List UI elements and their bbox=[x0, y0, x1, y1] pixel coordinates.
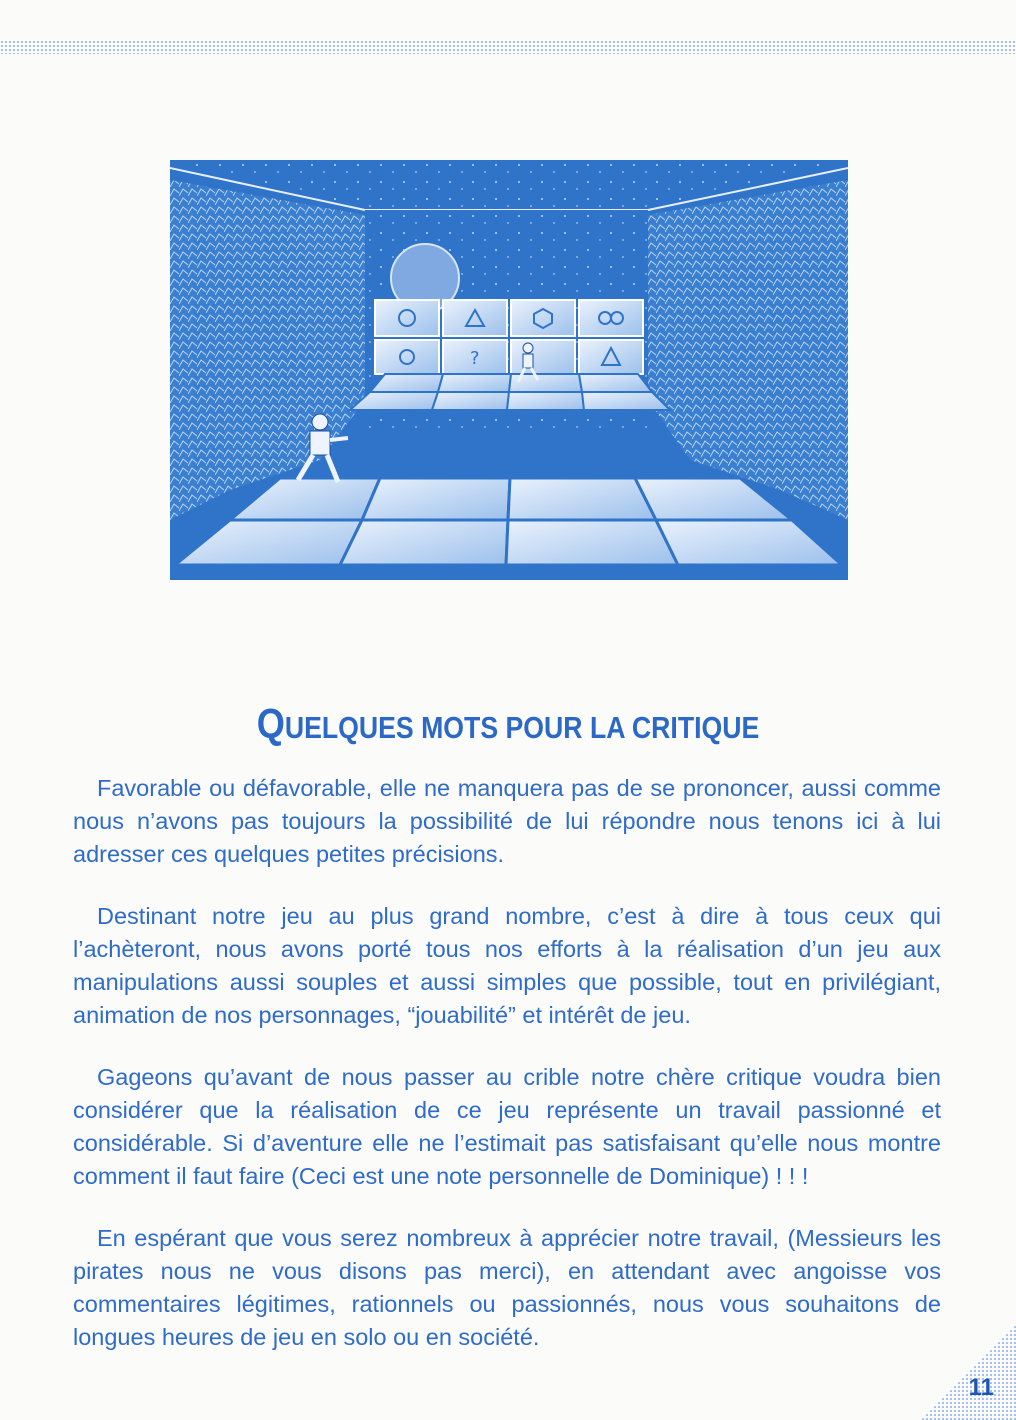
section-heading bbox=[71, 700, 945, 748]
game-scene-image bbox=[170, 160, 848, 580]
paragraph: Gageons qu’avant de nous passer au crible notre chère critique voudra bien considérer que la réalisation de ce jeu représente un travail passionné et considérable. Si d’aventure elle ne l’estimait pas satisfaisant qu’elle nous montre comment il faut faire (Ceci est une note personnelle de Dominique) ! ! ! bbox=[73, 1064, 941, 1189]
decorative-top-band bbox=[0, 40, 1016, 54]
paragraph: Favorable ou défavorable, elle ne manquera pas de se prononcer, aussi comme nous n’avons pas toujours la possibilité de lui répondre nous tenons ici à lui adresser ces quelques petites précisions. bbox=[73, 775, 941, 867]
game-screenshot-illustration bbox=[170, 160, 848, 580]
page-corner-decoration bbox=[921, 1325, 1016, 1420]
paragraph: Destinant notre jeu au plus grand nombre, c’est à dire à tous ceux qui l’achèteront, nous avons porté tous nos efforts à la réalisation d’un jeu aux manipulations aussi souples et aussi simples que possible, tout en privilégiant, animation de nos personnages, “jouabilité” et intérêt de jeu. bbox=[73, 903, 941, 1028]
svg-text:?: ? bbox=[470, 348, 480, 369]
body-text bbox=[73, 772, 941, 1383]
paragraph: En espérant que vous serez nombreux à apprécier notre travail, (Messieurs les pirates nous ne vous disons pas merci), en attendant avec angoisse vos commentaires légitimes, rationnels ou passionnés, nous vous souhaitons de longues heures de jeu en solo ou en société. bbox=[73, 1225, 941, 1350]
page-number: 11 bbox=[968, 1374, 994, 1401]
heading-initial: Q bbox=[256, 700, 285, 747]
heading-rest: UELQUES MOTS POUR LA CRITIQUE bbox=[284, 710, 760, 745]
